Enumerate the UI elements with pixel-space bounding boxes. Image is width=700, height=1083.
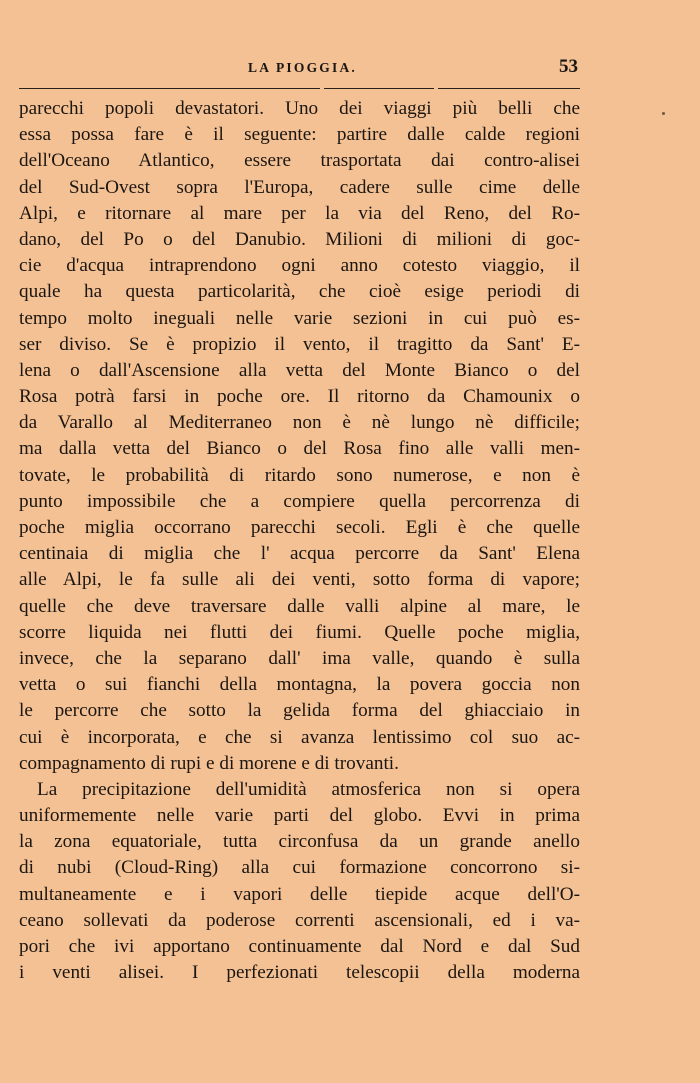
text-line: quelle che deve traversare dalle valli alpine al mare, le — [19, 595, 580, 617]
text-line: alle Alpi, le fa sulle ali dei venti, sotto forma di vapore; — [19, 569, 580, 591]
text-line: dano, del Po o del Danubio. Milioni di milioni di goc- — [19, 228, 580, 250]
text-line: cie d'acqua intraprendono ogni anno cotesto viaggio, il — [19, 255, 580, 277]
text-line: ma dalla vetta del Bianco o del Rosa fino alle valli men- — [19, 438, 580, 460]
text-line: le percorre che sotto la gelida forma del ghiacciaio in — [19, 700, 580, 722]
page-number: 53 — [559, 56, 578, 77]
text-line: invece, che la separano dall' ima valle, quando è sulla — [19, 647, 580, 669]
text-line: parecchi popoli devastatori. Uno dei viaggi più belli che — [19, 98, 580, 119]
text-line: cui è incorporata, e che si avanza lentissimo col suo ac- — [19, 726, 580, 748]
text-line: scorre liquida nei flutti dei fiumi. Quelle poche miglia, — [19, 621, 580, 643]
text-line: La precipitazione dell'umidità atmosferica non si opera — [37, 778, 580, 800]
text-line: punto impossibile che a compiere quella percorrenza di — [19, 490, 580, 512]
header-rule — [324, 88, 434, 89]
text-line: Alpi, e ritornare al mare per la via del Reno, del Ro- — [19, 202, 580, 224]
text-line: quale ha questa particolarità, che cioè esige periodi di — [19, 281, 580, 303]
text-line: compagnamento di rupi e di morene e di trovanti. — [19, 752, 399, 774]
text-line: ceano sollevati da poderose correnti ascensionali, ed i va- — [19, 909, 580, 931]
text-line: essa possa fare è il seguente: partire dalle calde regioni — [19, 124, 580, 146]
header-rule — [19, 88, 320, 89]
paper-speck — [662, 112, 665, 115]
running-head — [0, 56, 700, 82]
text-line: lena o dall'Ascensione alla vetta del Monte Bianco o del — [19, 359, 580, 381]
text-line: di nubi (Cloud-Ring) alla cui formazione concorrono si- — [19, 857, 580, 879]
text-line: i venti alisei. I perfezionati telescopii della moderna — [19, 962, 580, 984]
text-line: Rosa potrà farsi in poche ore. Il ritorno da Chamounix o — [19, 386, 580, 408]
body-text — [19, 96, 580, 986]
text-line: multaneamente e i vapori delle tiepide acque dell'O- — [19, 883, 580, 905]
text-line: uniformemente nelle varie parti del globo. Evvi in prima — [19, 805, 580, 827]
text-line: vetta o sui fianchi della montagna, la povera goccia non — [19, 674, 580, 696]
text-line: pori che ivi apportano continuamente dal Nord e dal Sud — [19, 936, 580, 957]
text-line: poche miglia occorrano parecchi secoli. Egli è che quelle — [19, 517, 580, 538]
text-line: la zona equatoriale, tutta circonfusa da un grande anello — [19, 831, 580, 853]
running-title: LA PIOGGIA. — [248, 60, 357, 75]
text-line: da Varallo al Mediterraneo non è nè lungo nè difficile; — [19, 412, 580, 434]
text-line: del Sud-Ovest sopra l'Europa, cadere sulle cime delle — [19, 176, 580, 198]
text-line: tovate, le probabilità di ritardo sono numerose, e non è — [19, 464, 580, 486]
text-line: centinaia di miglia che l' acqua percorre da Sant' Elena — [19, 543, 580, 565]
text-line: dell'Oceano Atlantico, essere trasportata dai contro-alisei — [19, 150, 580, 172]
header-rule — [438, 88, 580, 89]
text-line: tempo molto ineguali nelle varie sezioni in cui può es- — [19, 307, 580, 329]
text-line: ser diviso. Se è propizio il vento, il tragitto da Sant' E- — [19, 333, 580, 355]
